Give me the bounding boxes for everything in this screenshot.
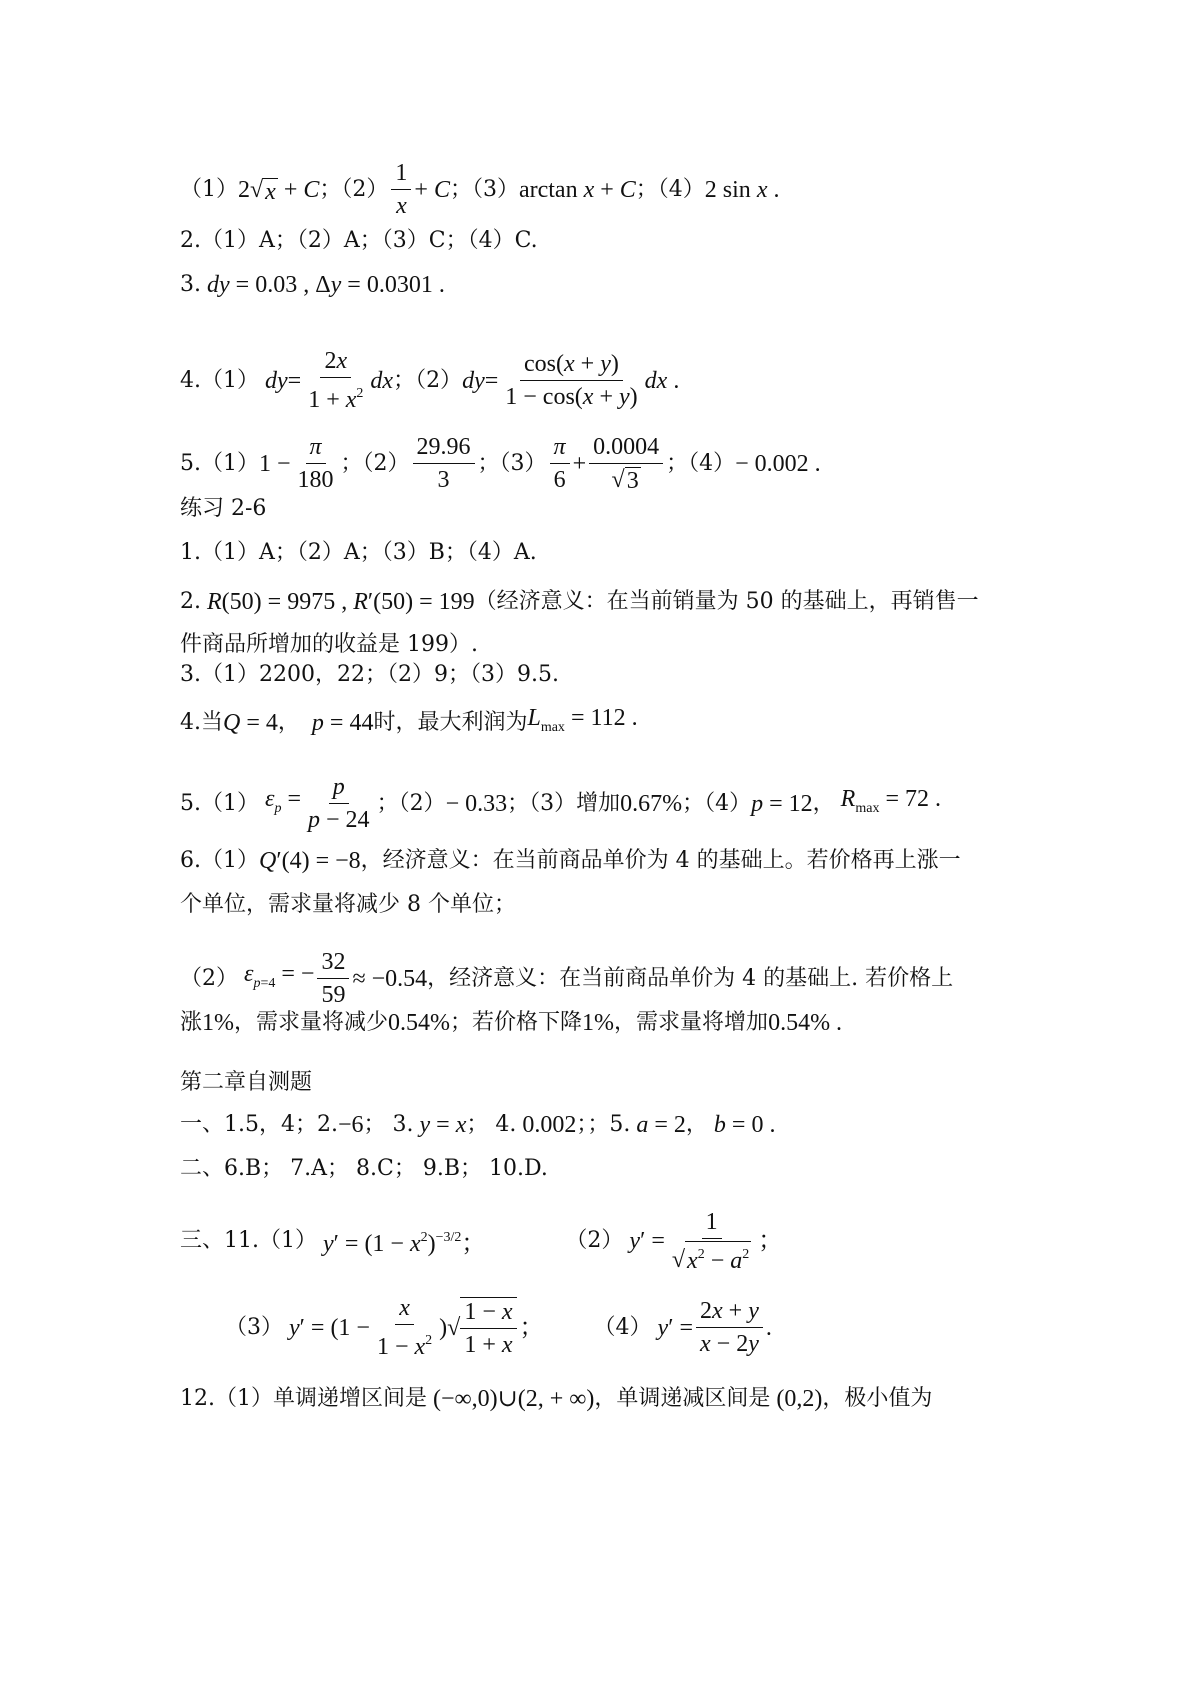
exercise-q2: 2. R(50) = 9975 , R′(50) = 199 （经济意义：在当前销量为 50 的基础上，再销售一 bbox=[180, 589, 979, 615]
answer-line-4: 4.（1） dy = $\frac{2x}{1 + x^2}$ dx ；（2） dy = $\frac{\cos(x + y)}{1 - \cos(x + y)}$ dx . bbox=[180, 348, 680, 413]
test-part-1: 一、1.5，4；2. −6 ； 3. y = x ； 4. 0.002 ；；5. a = 2 ， b = 0 . bbox=[180, 1112, 776, 1138]
exercise-q3: 3.（1）2200，22；（2）9；（3）9.5. bbox=[180, 662, 559, 687]
exercise-q4: 4.当 Q = 4 ， p = 44 时，最大利润为 $L_{max} = 112$ . bbox=[180, 705, 638, 736]
test-part-3-q11: 三、11.（1） $y' = (1 - x^2)^{-3/2}$； （2） y′ = 1 √ $x^2 - a^2$ ； bbox=[180, 1209, 783, 1274]
exercise-q6: 6.（1） Q′(4) = −8 ，经济意义：在当前商品单价为 4 的基础上。若价格再上涨一 bbox=[180, 848, 961, 874]
answer-line-1: （1） 2 √ x + C ；（2） $\frac{1}{x}$ + C ；（3） arctan x + C ；（4） 2 sin x . bbox=[180, 160, 780, 219]
section-heading-chapter-2-test: 第二章自测题 bbox=[180, 1070, 313, 1095]
section-heading-exercise-2-6: 练习 2-6 bbox=[180, 496, 267, 521]
answer-line-2: 2.（1）A；（2）A；（3）C；（4）C. bbox=[180, 228, 538, 253]
test-part-3-q12: 12.（1）单调递增区间是 (−∞,0)∪(2, + ∞) ，单调递减区间是 (0,2) ，极小值为 bbox=[180, 1386, 933, 1412]
exercise-q5: 5.（1） $\varepsilon_p$ = $\frac{p}{p - 24}$ ；（2） − 0.33 ；（3）增加 0.67% ；（4） p = 12 ， $R_{max} = 72$ . bbox=[180, 774, 941, 833]
answer-line-3: 3. dy = 0.03 , Δy = 0.0301 . bbox=[180, 272, 445, 298]
exercise-q1: 1.（1）A；（2）A；（3）B；（4）A. bbox=[180, 540, 537, 565]
test-part-3-q11-continued: （3） y′ = (1 − $\frac{x}{1 - x^2}$ ) √ $\frac{1 - x}{1 + x}$ ； （4） y′ = $\frac{2x + y}{x - 2y}$ . bbox=[225, 1295, 772, 1360]
exercise-q6-part-2-continued: 涨 1% ，需求量将减少 0.54% ；若价格下降 1% ，需求量将增加 0.54% . bbox=[180, 1010, 843, 1036]
exercise-q2-continued: 件商品所增加的收益是 199）. bbox=[180, 632, 478, 657]
exercise-q6-part-2: （2） $\varepsilon_{p=4}$ = − $\frac{32}{59}$ ≈ −0.54 ，经济意义：在当前商品单价为 4 的基础上. 若价格上 bbox=[180, 949, 954, 1008]
test-part-2: 二、6.B； 7.A； 8.C； 9.B； 10.D. bbox=[180, 1156, 548, 1181]
exercise-q6-continued: 个单位，需求量将减少 8 个单位； bbox=[180, 892, 516, 917]
answer-line-5: 5.（1） 1 − $\frac{\pi}{180}$ ；（2） $\frac{29.96}{3}$ ；（3） $\frac{\pi}{6}$ + 0.0004 √ 3 ；（4） − 0.002 . bbox=[180, 434, 821, 494]
